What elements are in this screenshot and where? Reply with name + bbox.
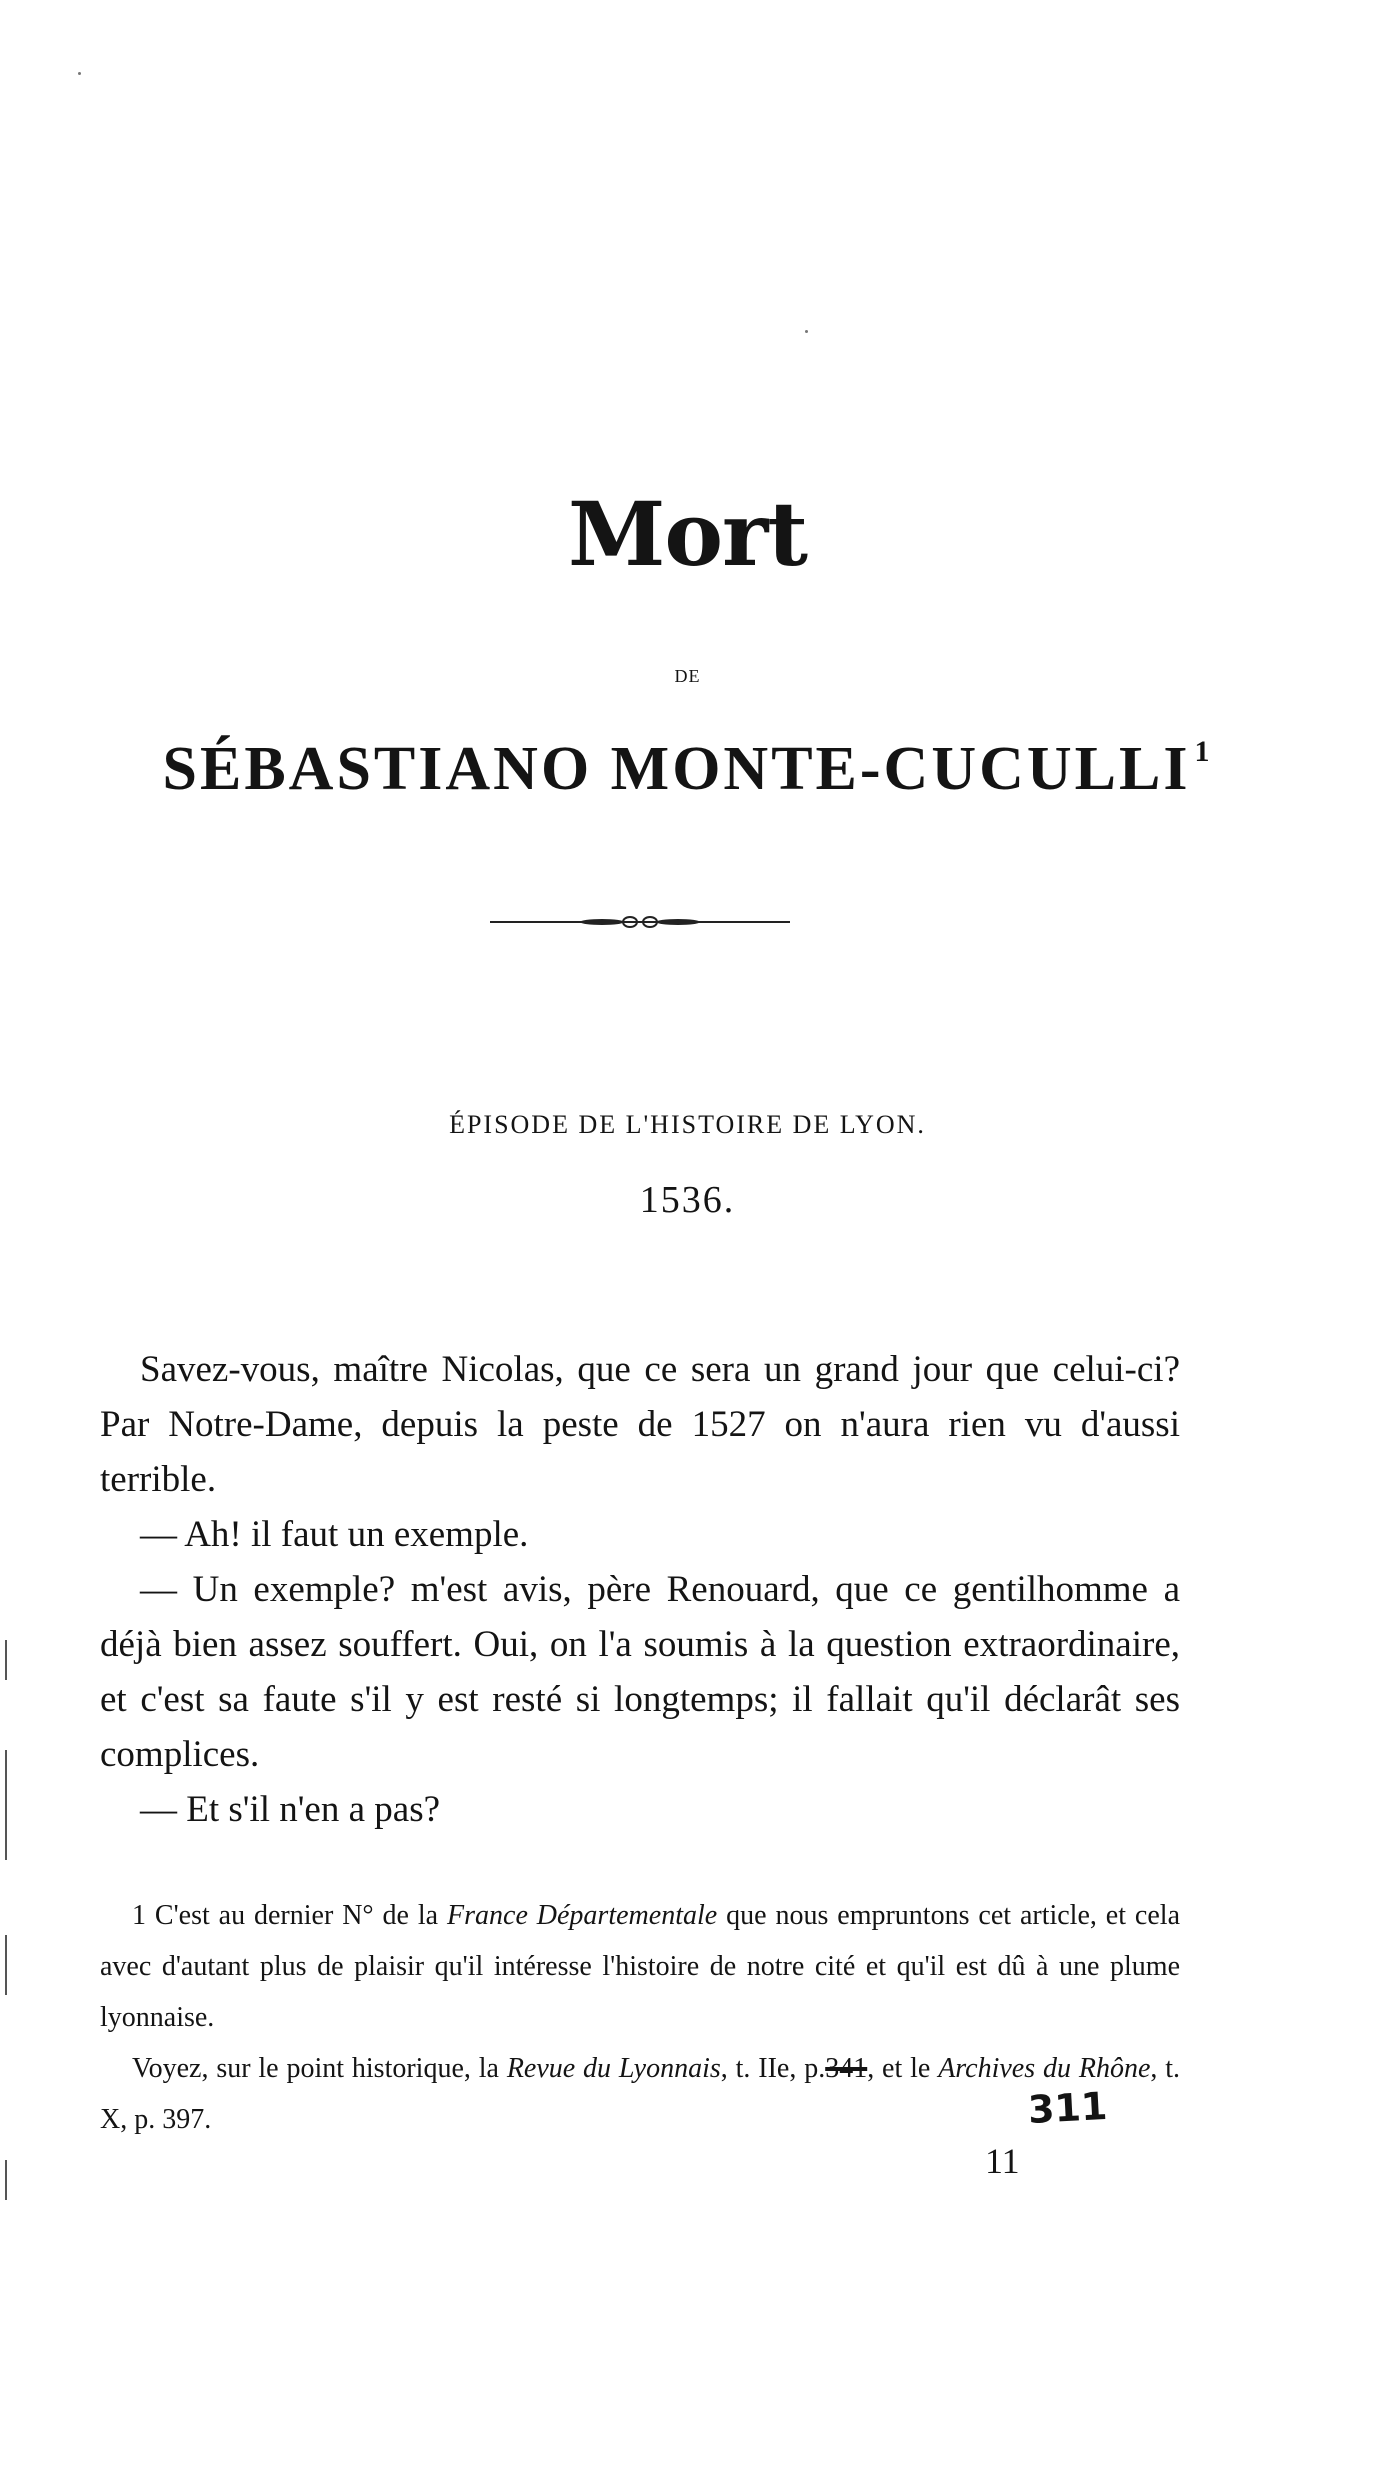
scan-margin-mark: [5, 1750, 7, 1860]
footnote-2: [100, 2043, 1180, 2145]
episode-subtitle: ÉPISODE DE L'HISTOIRE DE LYON.: [449, 1110, 926, 1139]
scan-margin-mark: [5, 1935, 7, 1995]
footnote-text: , et le: [867, 2053, 939, 2084]
struck-page-ref: 341: [825, 2053, 868, 2084]
paragraph: Savez-vous, maître Nicolas, que ce sera un grand jour que celui-ci? Par Notre-Dame, depuis la peste de 1527 on n'aura rien vu d'aussi terrible.: [100, 1349, 1180, 1500]
scan-speck: [805, 330, 808, 333]
footnote-text: Voyez, sur le point historique, la: [132, 2053, 507, 2084]
footnote-text: , t. IIe, p.: [720, 2053, 826, 2084]
footnote-italic: Revue du Lyonnais: [506, 2053, 721, 2084]
footnote-italic: Archives du Rhône: [938, 2053, 1151, 2084]
footnote-1: [100, 1890, 1180, 2043]
paragraph: — Un exemple? m'est avis, père Renouard, que ce gentilhomme a déjà bien assez souffert. Oui, on l'a soumis à la question extraordinaire, et c'est sa faute s'il y est resté si longtemps; il fallait qu'il déclarât ses complices.: [100, 1569, 1180, 1775]
paragraph: — Et s'il n'en a pas?: [140, 1789, 441, 1830]
name-text: SÉBASTIANO MONTE-CUCULLI: [162, 735, 1191, 803]
scan-margin-mark: [5, 2160, 7, 2200]
footnote-text: que nous empruntons cet article, et cela avec d'autant plus de plaisir qu'il intéresse l'histoire de notre cité et qu'il est dû à une plume lyonnaise.: [100, 1900, 1180, 2033]
page-number: 11: [985, 2141, 1020, 2181]
footnote-italic: France Départementale: [447, 1900, 718, 1931]
rule-swell-left: [580, 919, 624, 925]
title-mort: Mort: [567, 482, 808, 586]
paragraph: — Ah! il faut un exemple.: [140, 1514, 529, 1555]
episode-year: 1536.: [639, 1179, 736, 1221]
footnotes: [100, 1890, 1180, 2145]
footnote-reference: 1: [1194, 735, 1213, 769]
title-name: [0, 735, 1375, 803]
scan-margin-mark: [5, 1640, 7, 1680]
title-de: DE: [674, 666, 701, 686]
handwritten-page-correction: 311: [1026, 2083, 1109, 2133]
footnote-text: 1 C'est au dernier N° de la: [132, 1900, 448, 1931]
ornamental-rule: [490, 912, 790, 932]
scan-speck: [78, 72, 81, 75]
footnote-text: , t. X, p. 397.: [100, 2053, 1181, 2135]
body-text: [100, 1342, 1180, 1837]
rule-swell-right: [656, 919, 700, 925]
